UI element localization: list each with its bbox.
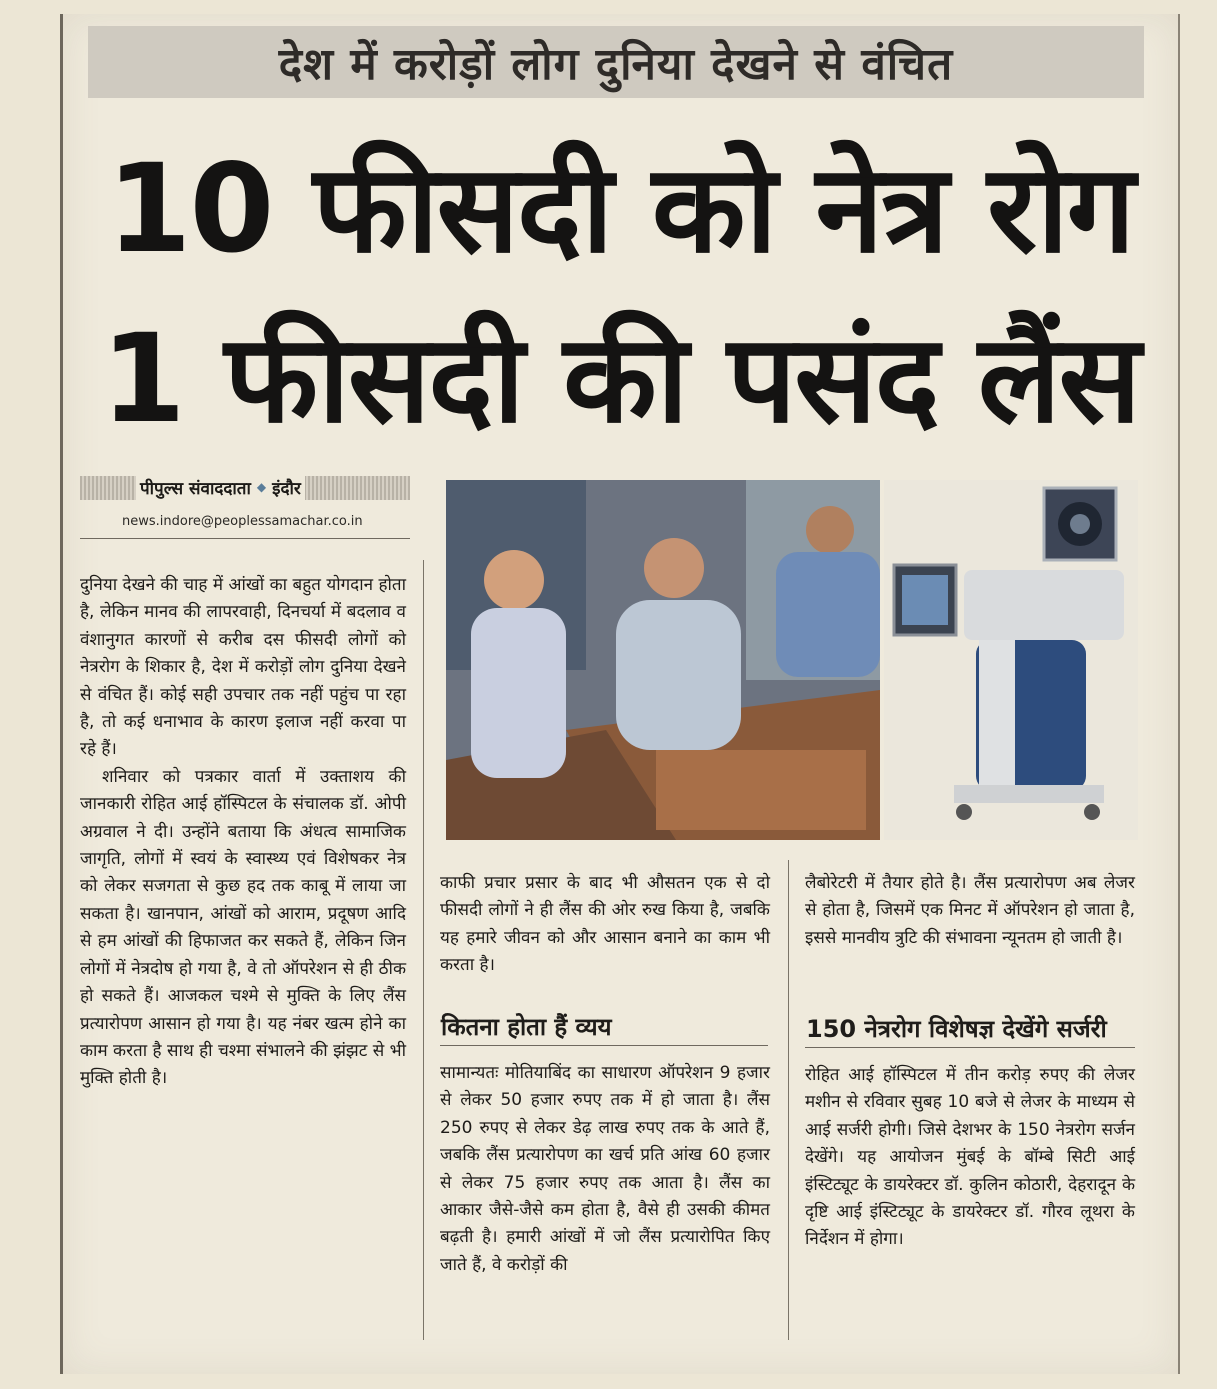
- column-3-paragraph-1: लैबोरेटरी में तैयार होते है। लैंस प्रत्यारोपण अब लेजर से होता है, जिसमें एक मिनट में ऑपरेशन हो जाता है, इससे मानवीय त्रुटि की संभावना न्यूनतम हो जाती है।: [805, 873, 1135, 948]
- column-2-paragraph-1: काफी प्रचार प्रसार के बाद भी औसतन एक से दो फीसदी लोगों ने ही लैंस की ओर रुख किया है, जबकि यह हमारे जीवन को और आसान बनाने का काम भी करता है।: [440, 873, 770, 976]
- photo-of-doctors-with-laser-machine-icon: [446, 480, 880, 840]
- byline-email: news.indore@peoplessamachar.co.in: [122, 514, 363, 529]
- headline-line-1: 10 फीसदी को नेत्र रोग: [106, 138, 1134, 280]
- column-1-paragraph-1: दुनिया देखने की चाह में आंखों का बहुत योगदान होता है, लेकिन मानव की लापरवाही, दिनचर्या में बदलाव व वंशानुगत कारणों से करीब दस फीसदी लोगों को नेत्ररोग के शिकार है, देश में करोड़ों लोग दुनिया देखने से वंचित हैं। कोई सही उपचार तक नहीं पहुंच पा रहा है, तो कई धनाभाव के कारण इलाज नहीं करवा पा रहे हैं।: [80, 575, 406, 760]
- byline-rule: [80, 538, 410, 539]
- subhead-cost-rule: [440, 1045, 768, 1046]
- subhead-cost: कितना होता हैं व्यय: [441, 1013, 612, 1041]
- headline-line-2: 1 फीसदी की पसंद लैंस: [100, 308, 1140, 450]
- byline-city: इंदौर: [272, 478, 301, 499]
- subhead-surgery: 150 नेत्ररोग विशेषज्ञ देखेंगे सर्जरी: [806, 1015, 1107, 1043]
- column-1-paragraph-2: शनिवार को पत्रकार वार्ता में उक्ताशय की जानकारी रोहित आई हॉस्पिटल के संचालक डॉ. ओपी अग्रवाल ने दी। उन्होंने बताया कि अंधत्व सामाजिक जागृति, लोगों में स्वयं के स्वास्थ्य एवं विशेषकर नेत्र को लेकर सजगता से कुछ हद तक काबू में लाया जा सकता है। खानपान, आंखों को आराम, प्रदूषण आदि से हम आंखों की हिफाजत कर सकते हैं, लेकिन जिन लोगों में नेत्रदोष हो गया है, वे तो ऑपरेशन से ही ठीक हो सकते हैं। आजकल चश्मे से मुक्ति के लिए लैंस प्रत्यारोपण आसान हो गया है। यह नंबर खत्म होने का काम करता है साथ ही चश्मा संभालने की झंझट से भी मुक्ति होती है।: [80, 766, 406, 1089]
- column-3-paragraph-2: रोहित आई हॉस्पिटल में तीन करोड़ रुपए की लेजर मशीन से रविवार सुबह 10 बजे से लेजर के माध्यम से आई सर्जरी होगी। जिसे देशभर के 150 नेत्ररोग सर्जन देखेंगे। यह आयोजन मुंबई के बॉम्बे सिटी आई इंस्टिट्यूट के डायरेक्टर डॉ. कुलिन कोठारी, देहरादून के दृष्टि आई इंस्टिट्यूट के डायरेक्टर डॉ. गौरव लूथरा के निर्देशन में होगा।: [805, 1065, 1135, 1250]
- subhead-surgery-rule: [805, 1047, 1135, 1048]
- article-column-1: [80, 572, 406, 1093]
- diamond-icon: ◆: [256, 480, 267, 494]
- article-column-3: [805, 870, 1135, 952]
- column-divider-2: [788, 860, 789, 1340]
- article-column-2b: [440, 1060, 770, 1279]
- column-2-paragraph-2: सामान्यतः मोतियाबिंद का साधारण ऑपरेशन 9 हजार से लेकर 50 हजार रुपए तक में हो जाता है। लैंस 250 रुपए से लेकर डेढ़ लाख रुपए तक के आते हैं, जबकि लैंस प्रत्यारोपण का खर्च प्रति आंख 60 हजार से लेकर 75 हजार रुपए तक आता है। लैंस का आकार जैसे-जैसे कम होता है, वैसे ही उसकी कीमत बढ़ती है। हमारी आंखों में जो लैंस प्रत्यारोपित किए जाते हैं, वे करोड़ों की: [440, 1063, 770, 1275]
- laser-machine-icon: [884, 480, 1138, 840]
- article-column-3b: [805, 1062, 1135, 1254]
- laser-machine-photo: [884, 480, 1138, 840]
- article-column-2: [440, 870, 770, 980]
- kicker-headline: देश में करोड़ों लोग दुनिया देखने से वंचित: [278, 39, 954, 90]
- column-divider-1: [423, 560, 424, 1340]
- byline-reporter: पीपुल्स संवाददाता: [140, 478, 251, 499]
- byline: [136, 473, 305, 501]
- news-photo: [446, 480, 880, 840]
